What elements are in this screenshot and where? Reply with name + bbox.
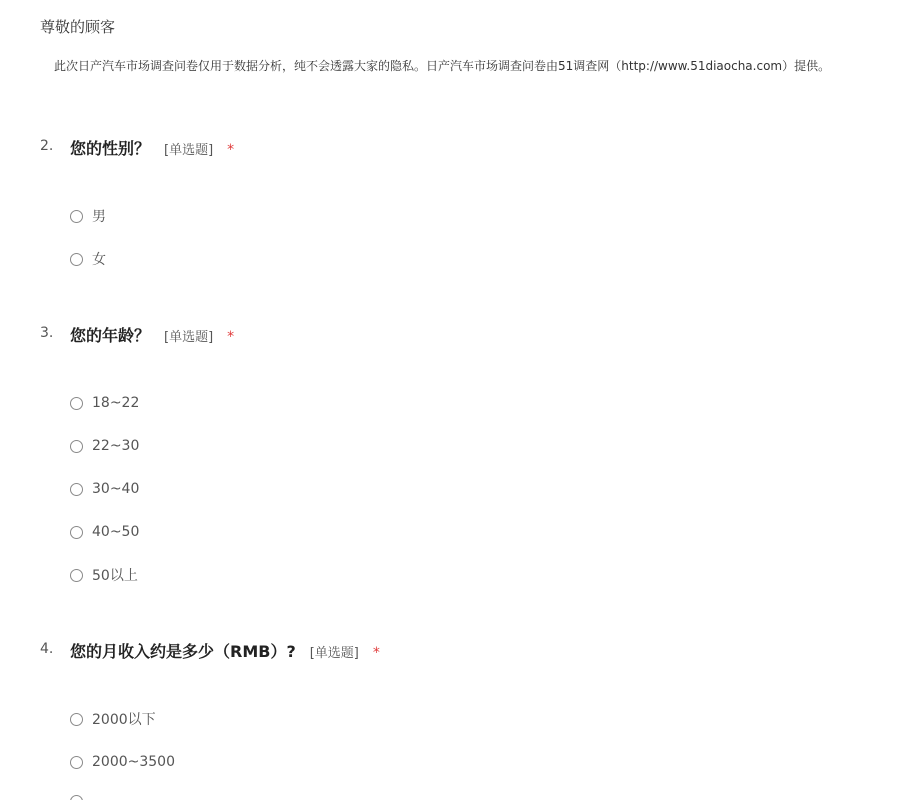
radio-button[interactable] [70, 210, 83, 223]
radio-button[interactable] [70, 253, 83, 266]
option-label: 女 [92, 252, 106, 268]
question-type-label: [单选题] [164, 143, 214, 158]
greeting-heading: 尊敬的顾客 [40, 18, 116, 36]
required-marker: * [227, 329, 235, 345]
option-label: 30~40 [92, 481, 140, 497]
question-title: 您的年龄？ [70, 326, 151, 345]
option-age-40-50[interactable] [70, 522, 139, 542]
question-title: 您的月收入约是多少（RMB）? [70, 642, 296, 661]
question-number: 3. [40, 325, 54, 341]
radio-button[interactable] [70, 440, 83, 453]
option-age-50-plus[interactable] [70, 565, 138, 585]
option-label: 50以上 [92, 568, 138, 584]
question-number: 2. [40, 138, 54, 154]
question-title: 您的性别？ [70, 139, 151, 158]
option-label: 40~50 [92, 524, 140, 540]
option-gender-male[interactable] [70, 206, 106, 226]
required-marker: * [227, 142, 235, 158]
option-income-next-partial[interactable] [70, 791, 83, 800]
intro-text: 此次日产汽车市场调查问卷仅用于数据分析，纯不会透露大家的隐私。日产汽车市场调查问卷由51调查网（http://www.51diaocha.com）提供。 [54, 59, 831, 73]
radio-button[interactable] [70, 756, 83, 769]
option-label: 2000以下 [92, 712, 156, 728]
radio-button[interactable] [70, 526, 83, 539]
option-gender-female[interactable] [70, 249, 106, 269]
question-header [0, 323, 900, 347]
question-title-row [70, 136, 234, 159]
option-label: 22~30 [92, 438, 140, 454]
question-number: 4. [40, 641, 54, 657]
radio-button[interactable] [70, 483, 83, 496]
radio-button[interactable] [70, 795, 83, 800]
option-age-18-22[interactable] [70, 393, 139, 413]
option-age-30-40[interactable] [70, 479, 139, 499]
radio-button[interactable] [70, 397, 83, 410]
question-header [0, 136, 900, 160]
question-header [0, 639, 900, 663]
radio-button[interactable] [70, 713, 83, 726]
question-title-row [70, 639, 380, 662]
option-label: 2000~3500 [92, 754, 175, 770]
option-label: 男 [92, 209, 106, 225]
radio-button[interactable] [70, 569, 83, 582]
option-label: 18~22 [92, 395, 140, 411]
option-income-below-2000[interactable] [70, 709, 156, 729]
question-title-row [70, 323, 234, 346]
question-type-label: [单选题] [309, 646, 359, 661]
option-age-22-30[interactable] [70, 436, 139, 456]
question-type-label: [单选题] [164, 330, 214, 345]
option-income-2000-3500[interactable] [70, 752, 175, 772]
required-marker: * [372, 645, 380, 661]
